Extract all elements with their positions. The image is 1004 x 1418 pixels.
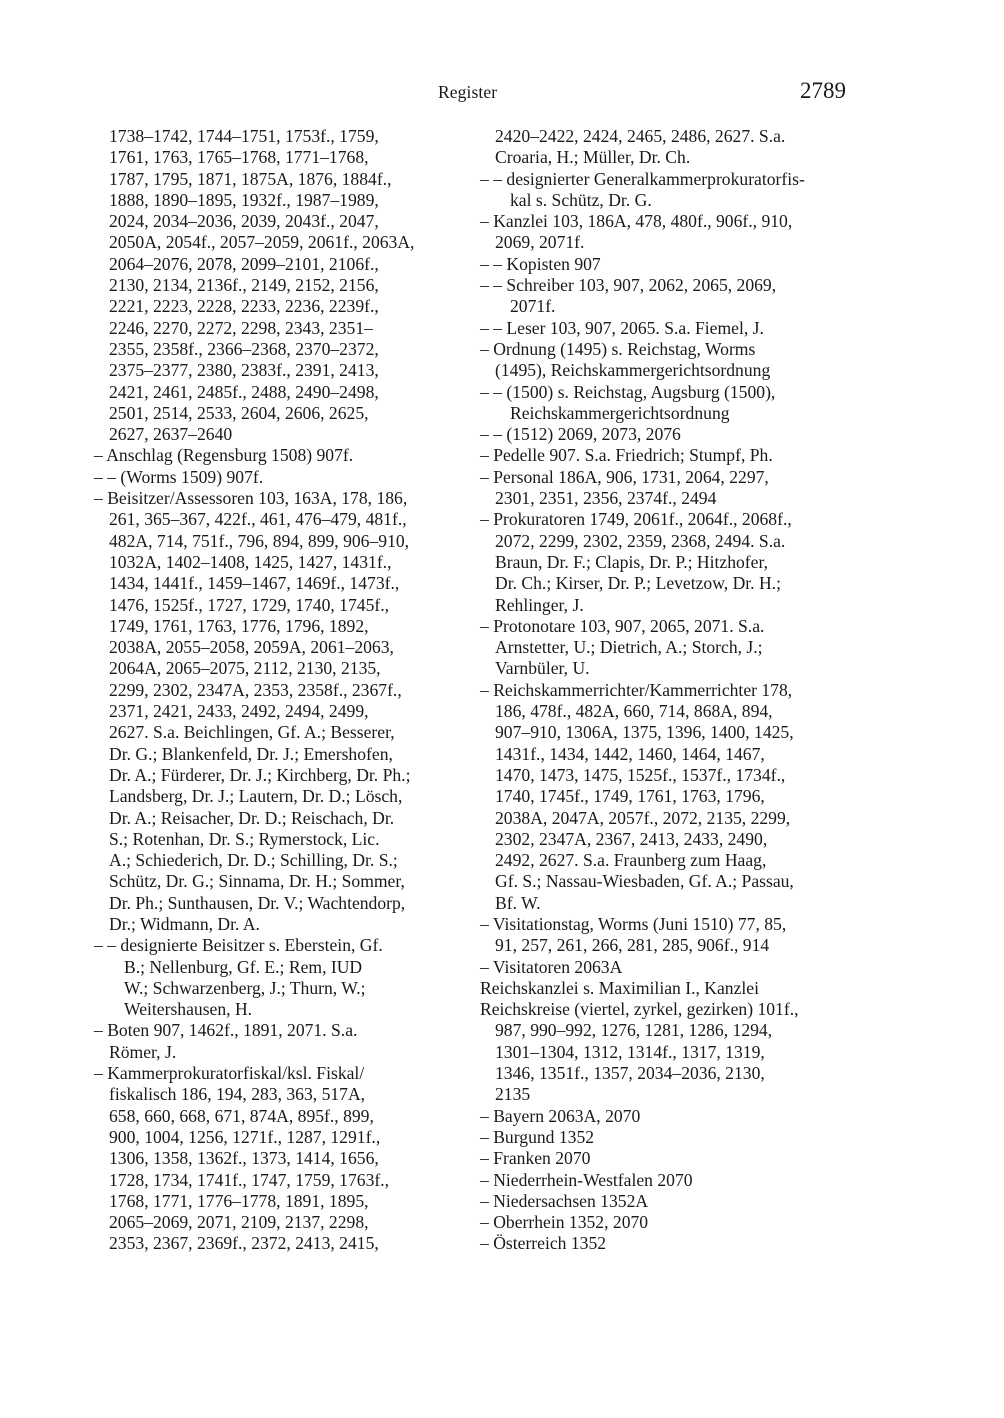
index-line: 1738–1742, 1744–1751, 1753f., 1759, — [109, 126, 379, 146]
index-line: 186, 478f., 482A, 660, 714, 868A, 894, — [495, 701, 773, 722]
index-line: 2375–2377, 2380, 2383f., 2391, 2413, — [109, 360, 379, 381]
index-line: – Boten 907, 1462f., 1891, 2071. S.a. — [94, 1020, 358, 1041]
index-line: S.; Rotenhan, Dr. S.; Rymerstock, Lic. — [109, 828, 380, 849]
index-line: Croaria, H.; Müller, Dr. Ch. — [495, 147, 691, 168]
index-line: – – (1512) 2069, 2073, 2076 — [480, 424, 681, 445]
index-line: 2371, 2421, 2433, 2492, 2494, 2499, — [109, 701, 369, 722]
index-line: 2421, 2461, 2485f., 2488, 2490–2498, — [109, 381, 379, 402]
running-head: Register — [438, 82, 498, 102]
index-line: 2024, 2034–2036, 2039, 2043f., 2047, — [109, 211, 379, 232]
index-line: 2420–2422, 2424, 2465, 2486, 2627. S.a. — [495, 126, 786, 146]
index-line: Dr.; Widmann, Dr. A. — [109, 913, 260, 934]
index-line: – – Schreiber 103, 907, 2062, 2065, 2069, — [480, 275, 777, 296]
index-line: – Österreich 1352 — [480, 1233, 607, 1254]
index-line: Rehlinger, J. — [495, 594, 584, 615]
index-line: 2246, 2270, 2272, 2298, 2343, 2351– — [109, 317, 373, 338]
index-line: Reichskanzlei s. Maximilian I., Kanzlei — [480, 977, 759, 998]
index-line: – Franken 2070 — [480, 1148, 591, 1169]
index-line: – Visitationstag, Worms (Juni 1510) 77, 85, — [480, 913, 787, 934]
index-line: – – Leser 103, 907, 2065. S.a. Fiemel, J. — [480, 317, 764, 338]
index-line: 1032A, 1402–1408, 1425, 1427, 1431f., — [109, 551, 392, 572]
index-line: 2038A, 2047A, 2057f., 2072, 2135, 2299, — [495, 807, 791, 828]
index-line: Reichskreise (viertel, zyrkel, gezirken) 101f., — [480, 999, 799, 1020]
index-line: Reichskammergerichtsordnung — [510, 402, 730, 423]
index-line: 1470, 1473, 1475, 1525f., 1537f., 1734f., — [495, 764, 786, 785]
index-line: – Pedelle 907. S.a. Friedrich; Stumpf, Ph. — [480, 445, 773, 466]
index-line: 2064A, 2065–2075, 2112, 2130, 2135, — [109, 658, 381, 679]
index-line: – – (Worms 1509) 907f. — [94, 466, 264, 487]
index-line: 2355, 2358f., 2366–2368, 2370–2372, — [109, 338, 379, 359]
index-line: 1749, 1761, 1763, 1776, 1796, 1892, — [109, 615, 369, 636]
index-column-left — [94, 126, 466, 1255]
index-line: 1306, 1358, 1362f., 1373, 1414, 1656, — [109, 1148, 379, 1169]
index-line: 91, 257, 261, 266, 281, 285, 906f., 914 — [495, 935, 770, 956]
index-line: – Niedersachsen 1352A — [480, 1190, 649, 1211]
index-line: 261, 365–367, 422f., 461, 476–479, 481f., — [109, 509, 407, 530]
index-line: – Beisitzer/Assessoren 103, 163A, 178, 186, — [94, 488, 408, 509]
index-line: Weitershausen, H. — [124, 999, 253, 1020]
index-line: Römer, J. — [109, 1041, 177, 1062]
page-number: 2789 — [800, 78, 846, 103]
index-line: 2130, 2134, 2136f., 2149, 2152, 2156, — [109, 275, 379, 296]
index-line: 1434, 1441f., 1459–1467, 1469f., 1473f., — [109, 573, 400, 594]
index-line: 1301–1304, 1312, 1314f., 1317, 1319, — [495, 1041, 765, 1062]
index-line: B.; Nellenburg, Gf. E.; Rem, IUD — [124, 956, 363, 977]
index-line: 2302, 2347A, 2367, 2413, 2433, 2490, — [495, 828, 768, 849]
index-line: – Bayern 2063A, 2070 — [480, 1105, 641, 1126]
index-line: – Protonotare 103, 907, 2065, 2071. S.a. — [480, 615, 765, 636]
index-line: – Anschlag (Regensburg 1508) 907f. — [94, 445, 354, 466]
index-line: 2069, 2071f. — [495, 232, 585, 253]
index-line: Dr. A.; Fürderer, Dr. J.; Kirchberg, Dr. Ph.; — [109, 764, 411, 785]
index-line: 2353, 2367, 2369f., 2372, 2413, 2415, — [109, 1233, 379, 1254]
index-line: 1728, 1734, 1741f., 1747, 1759, 1763f., — [109, 1169, 390, 1190]
index-line: A.; Schiederich, Dr. D.; Schilling, Dr. S.; — [109, 850, 398, 871]
index-line: 1476, 1525f., 1727, 1729, 1740, 1745f., — [109, 594, 390, 615]
index-line: – – designierte Beisitzer s. Eberstein, Gf. — [94, 935, 383, 956]
index-line: (1495), Reichskammergerichtsordnung — [495, 360, 771, 381]
index-line: 2501, 2514, 2533, 2604, 2606, 2625, — [109, 402, 369, 423]
index-line: Dr. Ph.; Sunthausen, Dr. V.; Wachtendorp, — [109, 892, 406, 913]
index-line: Dr. G.; Blankenfeld, Dr. J.; Emershofen, — [109, 743, 393, 764]
index-line: fiskalisch 186, 194, 283, 363, 517A, — [109, 1084, 366, 1105]
index-line: 2038A, 2055–2058, 2059A, 2061–2063, — [109, 637, 394, 658]
index-line: Landsberg, Dr. J.; Lautern, Dr. D.; Lösch, — [109, 786, 403, 807]
index-line: 2627. S.a. Beichlingen, Gf. A.; Besserer, — [109, 722, 395, 743]
index-line: – Reichskammerrichter/Kammerrichter 178, — [480, 679, 793, 700]
index-line: 1740, 1745f., 1749, 1761, 1763, 1796, — [495, 786, 765, 807]
index-line: 658, 660, 668, 671, 874A, 895f., 899, — [109, 1105, 374, 1126]
index-line: 482A, 714, 751f., 796, 894, 899, 906–910, — [109, 530, 410, 551]
index-line: 1888, 1890–1895, 1932f., 1987–1989, — [109, 189, 379, 210]
index-line: 1346, 1351f., 1357, 2034–2036, 2130, — [495, 1063, 765, 1084]
index-line: 2050A, 2054f., 2057–2059, 2061f., 2063A, — [109, 232, 415, 253]
index-line: – Prokuratoren 1749, 2061f., 2064f., 2068f., — [480, 509, 792, 530]
index-column-right — [480, 126, 852, 1255]
index-line: 2301, 2351, 2356, 2374f., 2494 — [495, 488, 717, 509]
index-line: Gf. S.; Nassau-Wiesbaden, Gf. A.; Passau, — [495, 871, 794, 892]
index-line: Dr. A.; Reisacher, Dr. D.; Reischach, Dr. — [109, 807, 395, 828]
index-line: Schütz, Dr. G.; Sinnama, Dr. H.; Sommer, — [109, 871, 405, 892]
index-line: – Ordnung (1495) s. Reichstag, Worms — [480, 338, 756, 359]
index-line: 2065–2069, 2071, 2109, 2137, 2298, — [109, 1212, 369, 1233]
index-line: W.; Schwarzenberg, J.; Thurn, W.; — [124, 977, 366, 998]
index-line: 2492, 2627. S.a. Fraunberg zum Haag, — [495, 850, 767, 871]
index-line: – – designierter Generalkammerprokuratorfis- — [480, 168, 805, 189]
index-line: – Kanzlei 103, 186A, 478, 480f., 906f., 910, — [480, 211, 793, 232]
index-line: 1768, 1771, 1776–1778, 1891, 1895, — [109, 1190, 369, 1211]
index-line: 2072, 2299, 2302, 2359, 2368, 2494. S.a. — [495, 530, 786, 551]
index-line: 2627, 2637–2640 — [109, 424, 233, 445]
index-line: 2135 — [495, 1084, 531, 1105]
index-line: – Burgund 1352 — [480, 1126, 595, 1147]
index-line: 2071f. — [510, 296, 556, 317]
index-line: Varnbüler, U. — [495, 658, 590, 679]
index-line: Arnstetter, U.; Dietrich, A.; Storch, J.; — [495, 637, 763, 658]
index-line: Dr. Ch.; Kirser, Dr. P.; Levetzow, Dr. H.; — [495, 573, 781, 594]
index-line: – Oberrhein 1352, 2070 — [480, 1212, 649, 1233]
index-line: 2064–2076, 2078, 2099–2101, 2106f., — [109, 253, 379, 274]
index-line: – Niederrhein-Westfalen 2070 — [480, 1169, 693, 1190]
index-line: – Visitatoren 2063A — [480, 956, 623, 977]
index-line: – Kammerprokuratorfiskal/ksl. Fiskal/ — [94, 1063, 365, 1084]
index-line: 1787, 1795, 1871, 1875A, 1876, 1884f., — [109, 168, 392, 189]
index-line: 1431f., 1434, 1442, 1460, 1464, 1467, — [495, 743, 765, 764]
index-line: 2299, 2302, 2347A, 2353, 2358f., 2367f., — [109, 679, 402, 700]
index-line: 900, 1004, 1256, 1271f., 1287, 1291f., — [109, 1126, 381, 1147]
index-line: Bf. W. — [495, 892, 541, 913]
index-line: 1761, 1763, 1765–1768, 1771–1768, — [109, 147, 369, 168]
index-line: – – (1500) s. Reichstag, Augsburg (1500), — [480, 381, 776, 402]
index-line: – – Kopisten 907 — [480, 253, 601, 274]
index-line: 907–910, 1306A, 1375, 1396, 1400, 1425, — [495, 722, 794, 743]
index-line: kal s. Schütz, Dr. G. — [510, 189, 652, 210]
index-line: 987, 990–992, 1276, 1281, 1286, 1294, — [495, 1020, 773, 1041]
index-line: 2221, 2223, 2228, 2233, 2236, 2239f., — [109, 296, 379, 317]
index-line: Braun, Dr. F.; Clapis, Dr. P.; Hitzhofer, — [495, 551, 769, 572]
index-line: – Personal 186A, 906, 1731, 2064, 2297, — [480, 466, 769, 487]
